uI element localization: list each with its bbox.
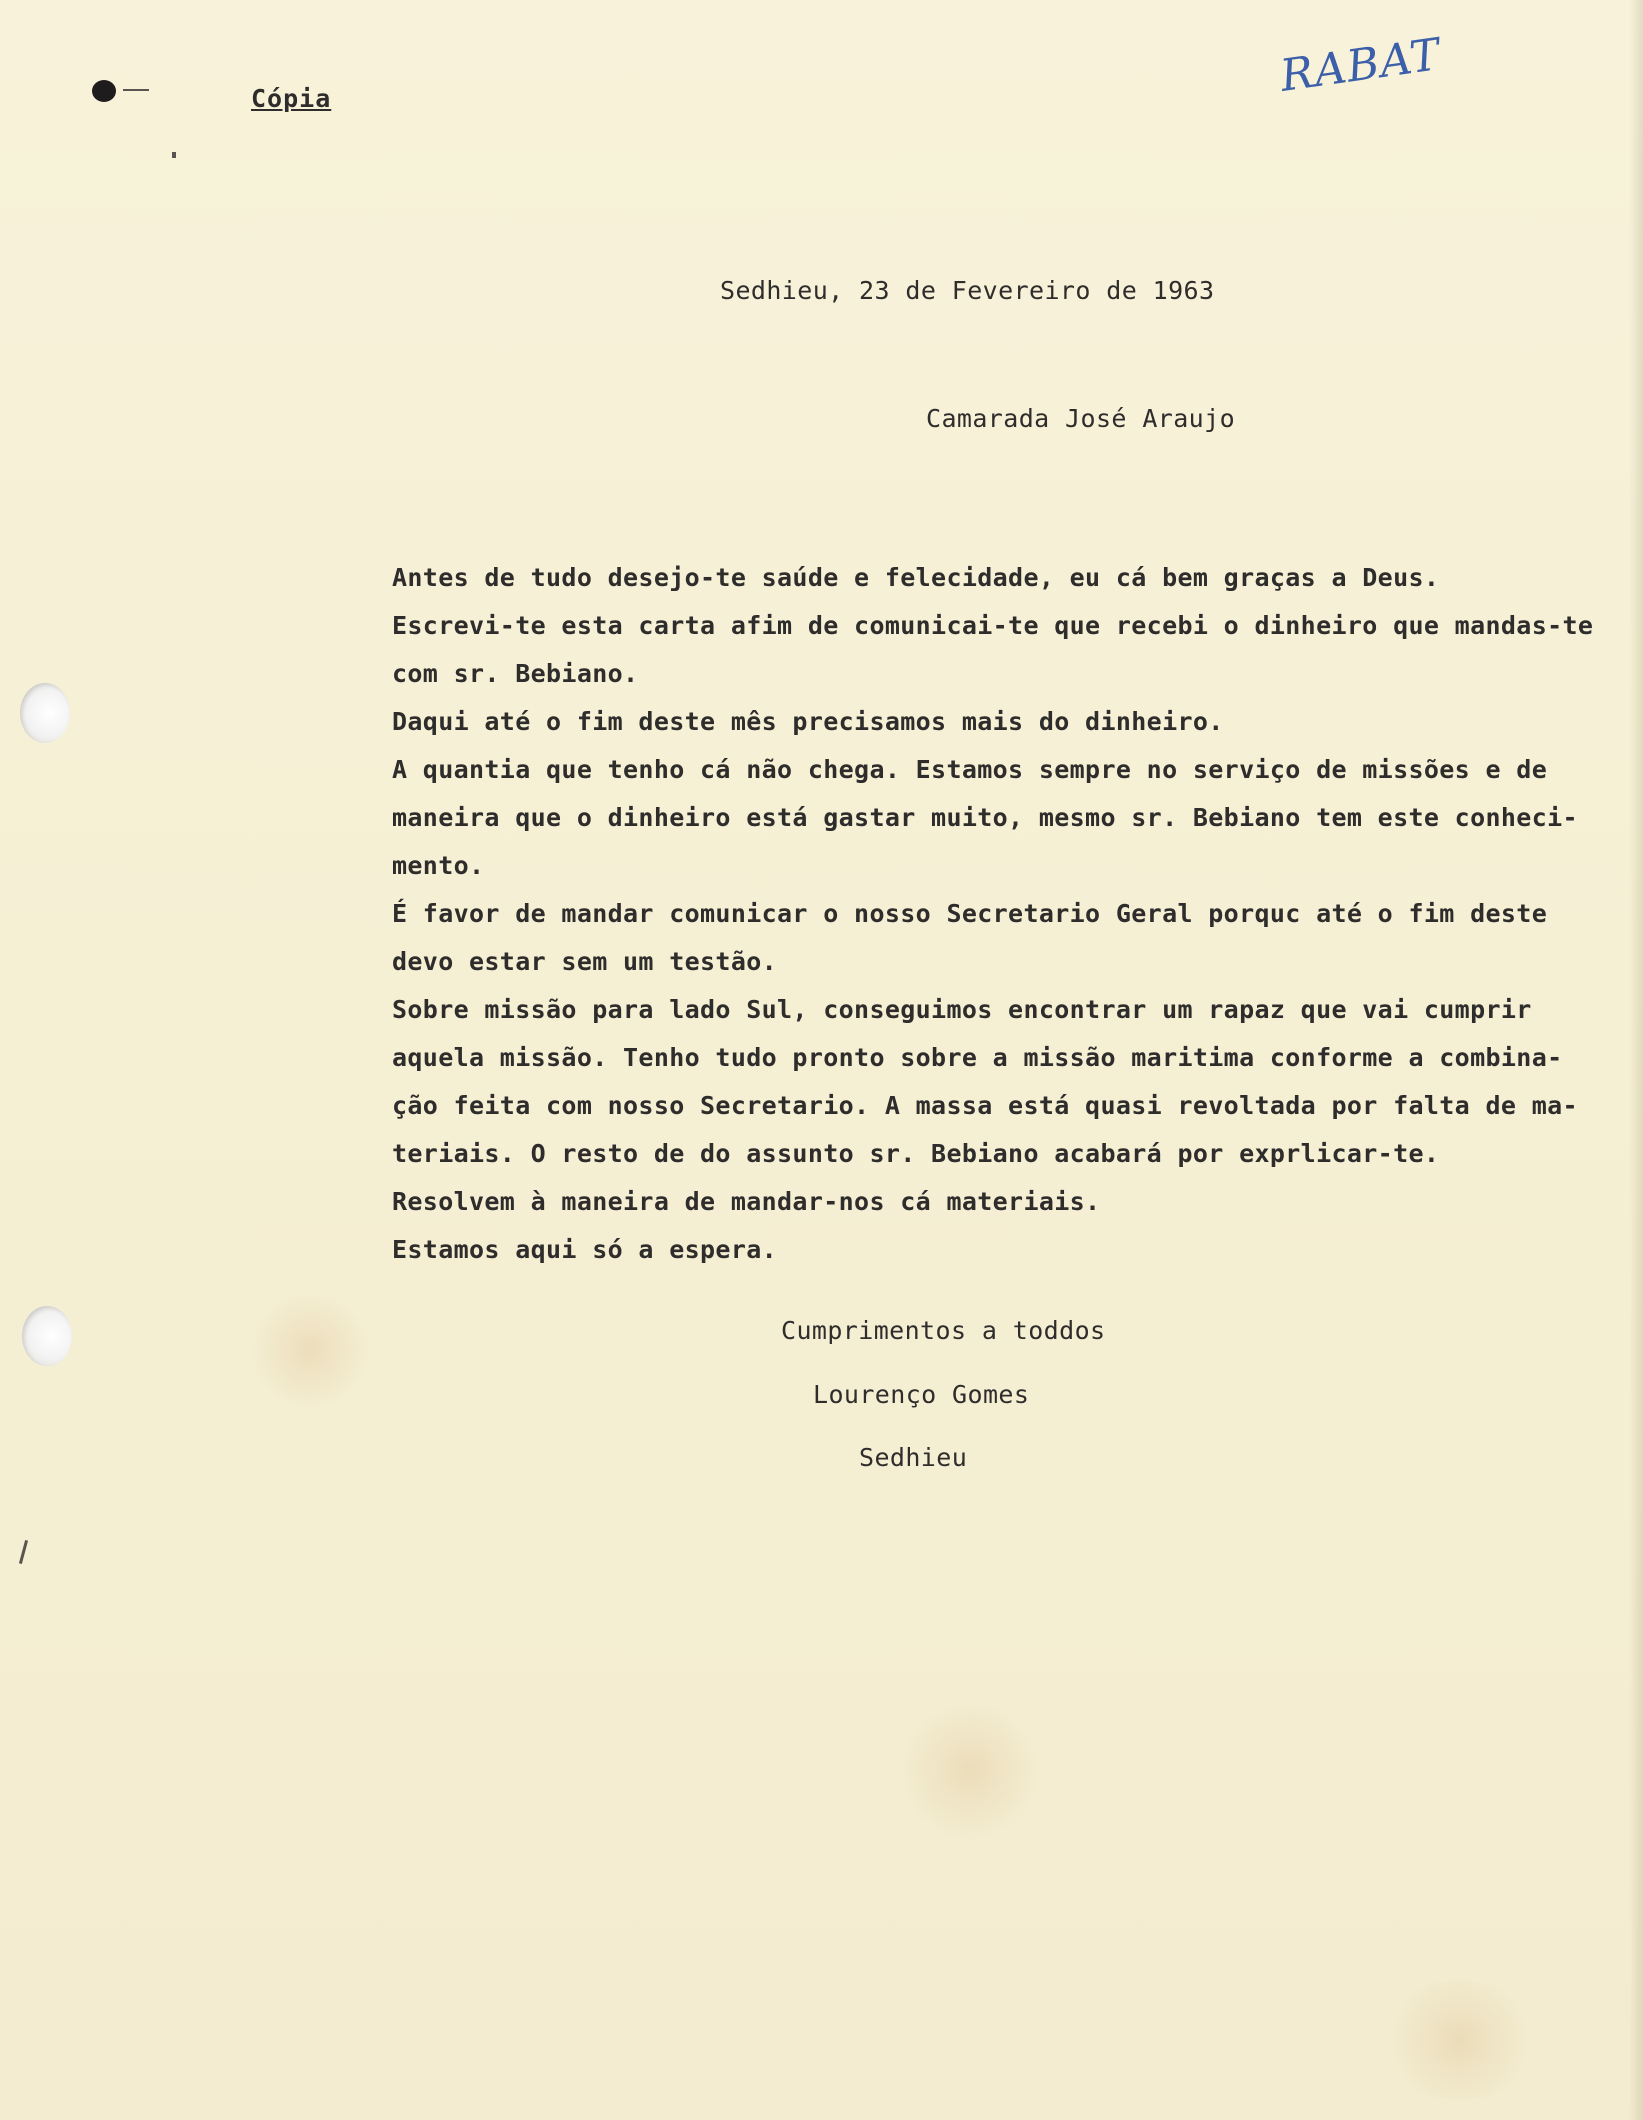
- body-line: Antes de tudo desejo-te saúde e felecidade, eu cá bem graças a Deus.: [392, 563, 1440, 592]
- body-line: É favor de mandar comunicar o nosso Secretario Geral porquc até o fim deste: [392, 899, 1548, 928]
- letter-body: [392, 563, 1632, 1283]
- body-line: maneira que o dinheiro está gastar muito, mesmo sr. Bebiano tem este conheci-: [392, 803, 1578, 832]
- closing-greeting: Cumprimentos a toddos: [781, 1316, 1106, 1345]
- body-line: ção feita com nosso Secretario. A massa está quasi revoltada por falta de ma-: [392, 1091, 1578, 1120]
- body-line: teriais. O resto de do assunto sr. Bebiano acabará por exprlicar-te.: [392, 1139, 1440, 1168]
- place-date: Sedhieu, 23 de Fevereiro de 1963: [720, 276, 1215, 305]
- ink-blot: [92, 80, 116, 102]
- body-line: Sobre missão para lado Sul, conseguimos encontrar um rapaz que vai cumprir: [392, 995, 1532, 1024]
- ink-mark: [19, 1540, 28, 1564]
- paper-stain: [250, 1290, 370, 1410]
- copy-label: Cópia: [251, 84, 332, 113]
- body-line: devo estar sem um testão.: [392, 947, 778, 976]
- salutation: Camarada José Araujo: [926, 404, 1236, 433]
- signature-place: Sedhieu: [859, 1443, 968, 1472]
- signature-name: Lourenço Gomes: [813, 1380, 1030, 1409]
- body-line: Estamos aqui só a espera.: [392, 1235, 778, 1264]
- punch-hole: [20, 683, 70, 743]
- handwritten-note: RABAT: [1277, 29, 1444, 102]
- body-line: Resolvem à maneira de mandar-nos cá materiais.: [392, 1187, 1101, 1216]
- body-line: A quantia que tenho cá não chega. Estamos sempre no serviço de missões e de: [392, 755, 1548, 784]
- body-line: com sr. Bebiano.: [392, 659, 639, 688]
- ink-mark: [172, 152, 176, 158]
- body-line: Daqui até o fim deste mês precisamos mais do dinheiro.: [392, 707, 1224, 736]
- body-line: aquela missão. Tenho tudo pronto sobre a missão maritima conforme a combina-: [392, 1043, 1563, 1072]
- paper-stain: [1380, 1980, 1540, 2100]
- body-line: Escrevi-te esta carta afim de comunicai-te que recebi o dinheiro que mandas-te: [392, 611, 1594, 640]
- ink-mark: [123, 89, 149, 91]
- body-line: mento.: [392, 851, 485, 880]
- punch-hole: [22, 1306, 72, 1366]
- paper-stain: [900, 1700, 1040, 1840]
